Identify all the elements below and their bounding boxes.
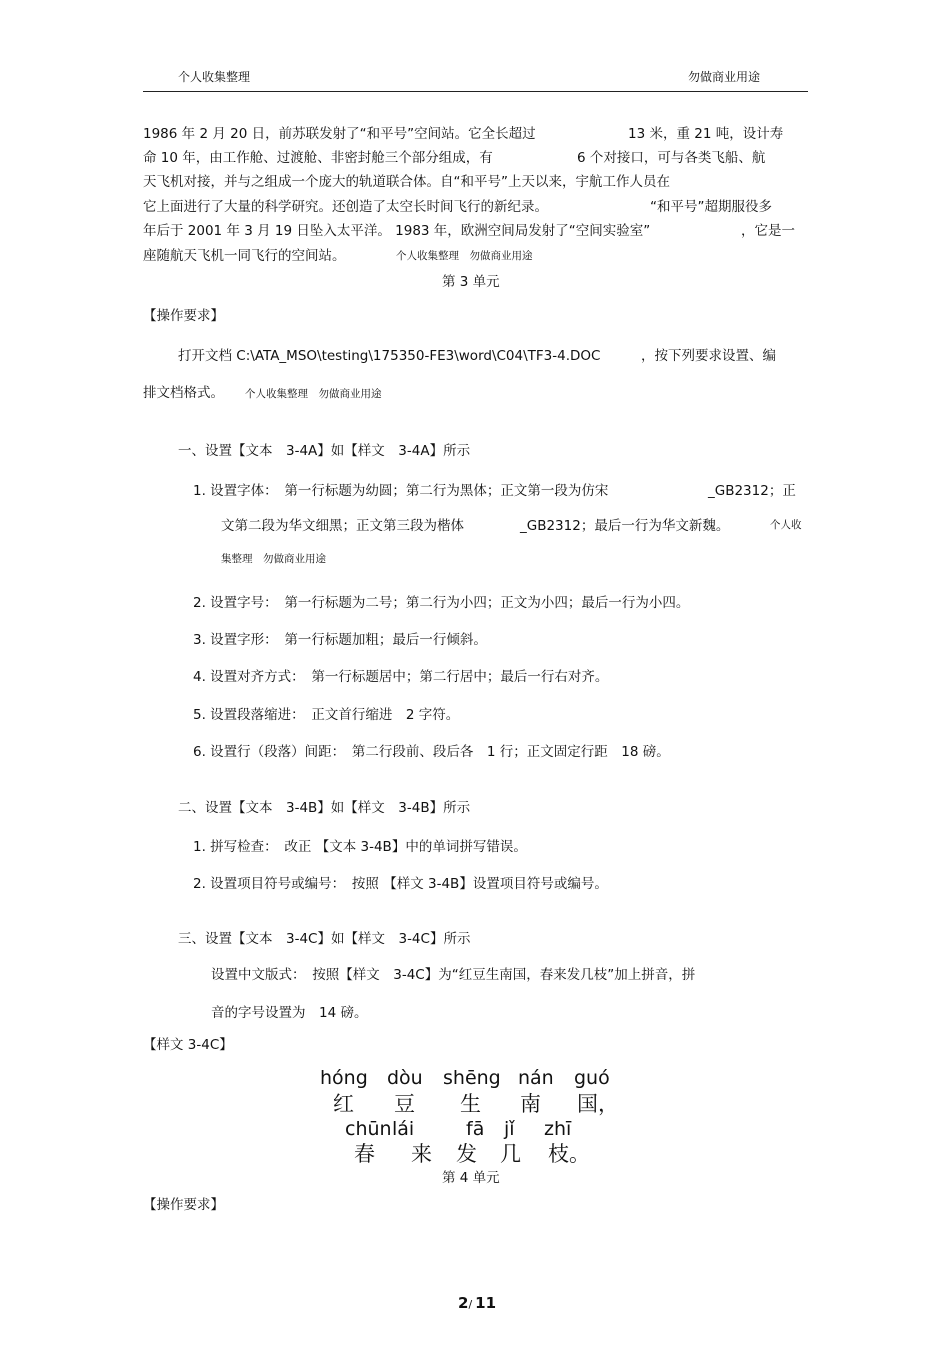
s1-item-1-note-a: 个人收 <box>770 519 802 531</box>
unit3-title: 第 3 单元 <box>442 274 500 290</box>
intro-line-6: 座随航天飞机一同飞行的空间站。 <box>143 248 346 264</box>
s1-item-1b: _GB2312；正 <box>708 483 796 499</box>
page-separator: / <box>468 1298 473 1311</box>
s1-item-6: 6. 设置行（段落）间距： 第二行段前、段后各 1 行；正文固定行距 18 磅。 <box>193 744 670 760</box>
sample-3-4c-label: 【样文 3-4C】 <box>143 1037 233 1053</box>
s1-item-1-note-b: 集整理 勿做商业用途 <box>221 553 326 565</box>
hanzi-ji: 几 <box>500 1142 521 1166</box>
intro-note: 个人收集整理 勿做商业用途 <box>396 250 533 262</box>
pinyin-ji: jǐ <box>504 1118 515 1140</box>
hanzi-lai: 来 <box>411 1142 432 1166</box>
header-rule <box>143 91 808 92</box>
intro-line-3: 天飞机对接，并与之组成一个庞大的轨道联合体。自“和平号”上天以来，宇航工作人员在 <box>143 174 670 190</box>
open-doc-line-1b: ，按下列要求设置、编 <box>641 348 776 364</box>
intro-line-2b: 6 个对接口，可与各类飞船、航 <box>577 150 766 166</box>
intro-line-4: 它上面进行了大量的科学研究。还创造了太空长时间飞行的新纪录。 <box>143 199 548 215</box>
hanzi-zhi: 枝。 <box>548 1142 590 1166</box>
intro-line-2: 命 10 年，由工作舱、过渡舱、非密封舱三个部分组成，有 <box>143 150 493 166</box>
pinyin-nan: nán <box>518 1067 554 1089</box>
pinyin-chun: chūn <box>345 1118 392 1140</box>
page-number <box>458 1294 496 1312</box>
unit3-requirements: 【操作要求】 <box>143 308 224 324</box>
pinyin-fa: fā <box>466 1118 485 1140</box>
s1-item-5: 5. 设置段落缩进： 正文首行缩进 2 字符。 <box>193 707 460 723</box>
hanzi-nan: 南 <box>520 1092 541 1116</box>
hanzi-sheng: 生 <box>460 1092 481 1116</box>
pinyin-dou: dòu <box>387 1067 423 1089</box>
pinyin-zhi: zhī <box>544 1118 572 1140</box>
open-doc-line-2: 排文档格式。 <box>143 385 224 401</box>
unit4-requirements: 【操作要求】 <box>143 1197 224 1213</box>
hanzi-fa: 发 <box>456 1142 477 1166</box>
hanzi-guo: 国， <box>577 1092 619 1116</box>
intro-line-5b: ，它是一 <box>741 223 795 239</box>
s1-item-4: 4. 设置对齐方式： 第一行标题居中；第二行居中；最后一行右对齐。 <box>193 669 609 685</box>
s3-line-2: 音的字号设置为 14 磅。 <box>211 1005 368 1021</box>
pinyin-guo: guó <box>574 1067 610 1089</box>
hanzi-hong: 红 <box>333 1092 354 1116</box>
s1-item-1c: 文第二段为华文细黑；正文第三段为楷体 <box>221 518 464 534</box>
unit4-title: 第 4 单元 <box>442 1170 500 1186</box>
s2-item-1: 1. 拼写检查： 改正 【文本 3-4B】中的单词拼写错误。 <box>193 839 527 855</box>
s1-item-3: 3. 设置字形： 第一行标题加粗；最后一行倾斜。 <box>193 632 487 648</box>
intro-line-4b: “和平号”超期服役多 <box>650 199 772 215</box>
s2-item-2: 2. 设置项目符号或编号： 按照 【样文 3-4B】设置项目符号或编号。 <box>193 876 608 892</box>
header-left: 个人收集整理 <box>178 70 251 84</box>
intro-line-1b: 13 米，重 21 吨，设计寿 <box>628 126 784 142</box>
section-2-heading: 二、设置【文本 3-4B】如【样文 3-4B】所示 <box>178 800 471 816</box>
s1-item-1a: 1. 设置字体： 第一行标题为幼圆；第二行为黑体；正文第一段为仿宋 <box>193 483 609 499</box>
page-current: 2 <box>458 1294 469 1312</box>
hanzi-chun: 春 <box>354 1142 375 1166</box>
pinyin-sheng: shēng <box>443 1067 501 1089</box>
s1-item-2: 2. 设置字号： 第一行标题为二号；第二行为小四；正文为小四；最后一行为小四。 <box>193 595 690 611</box>
section-1-heading: 一、设置【文本 3-4A】如【样文 3-4A】所示 <box>178 443 471 459</box>
pinyin-lai: lái <box>392 1118 415 1140</box>
s1-item-1d: _GB2312；最后一行为华文新魏。 <box>520 518 730 534</box>
pinyin-hong: hóng <box>320 1067 368 1089</box>
open-doc-line-1: 打开文档 C:\ATA_MSO\testing\175350-FE3\word\C04\TF3-4.DOC <box>178 348 601 364</box>
intro-line-1: 1986 年 2 月 20 日，前苏联发射了“和平号”空间站。它全长超过 <box>143 126 536 142</box>
hanzi-dou: 豆 <box>394 1092 415 1116</box>
open-doc-note: 个人收集整理 勿做商业用途 <box>245 388 382 400</box>
page-total: 11 <box>475 1294 497 1312</box>
section-3-heading: 三、设置【文本 3-4C】如【样文 3-4C】所示 <box>178 931 471 947</box>
intro-line-5: 年后于 2001 年 3 月 19 日坠入太平洋。 1983 年，欧洲空间局发射了“空间实验室” <box>143 223 651 239</box>
header-right: 勿做商业用途 <box>688 70 761 84</box>
s3-line-1: 设置中文版式： 按照【样文 3-4C】为“红豆生南国，春来发几枝”加上拼音，拼 <box>211 967 696 983</box>
